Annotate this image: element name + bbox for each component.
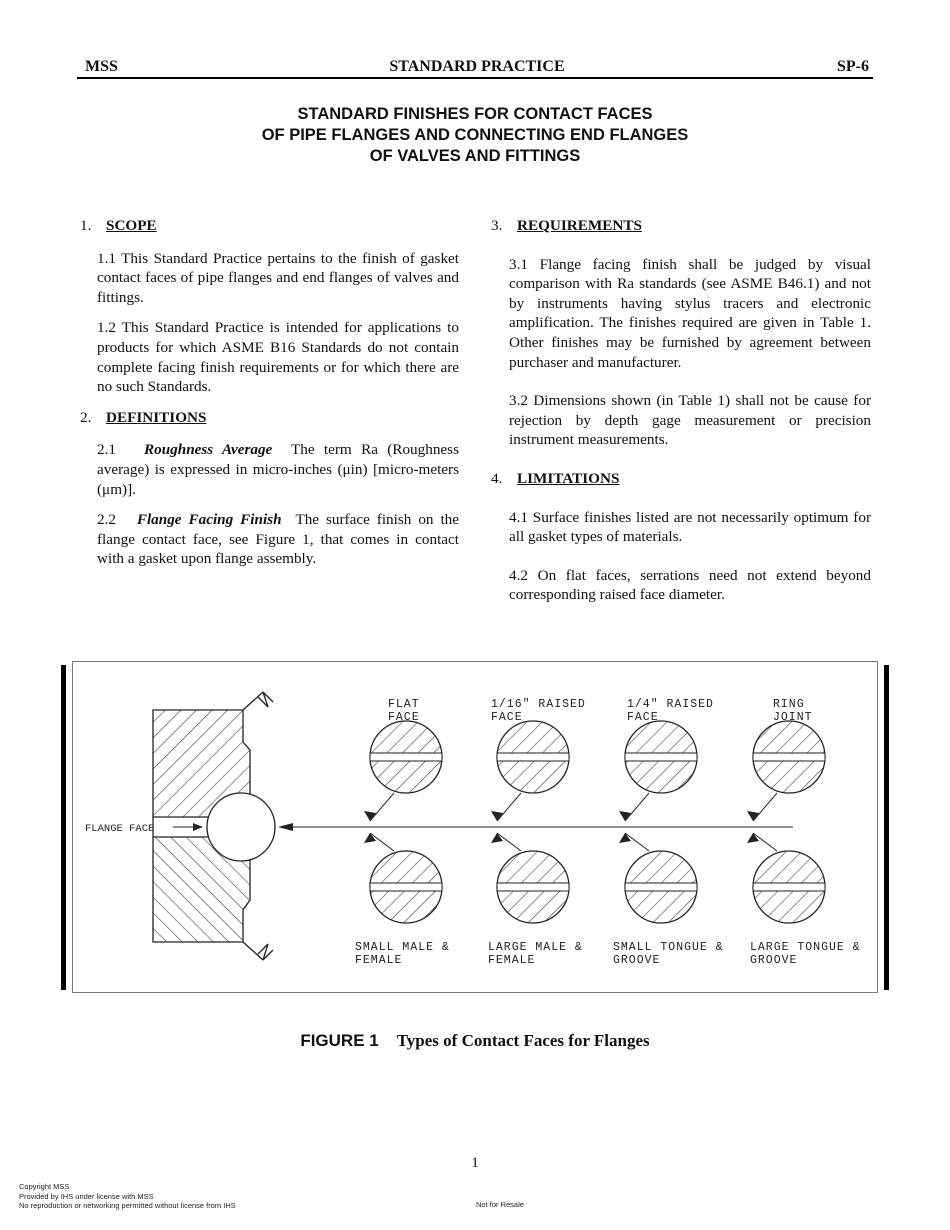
face-gap [753,753,825,761]
footer-line: Copyright MSS [19,1182,70,1191]
section-title: SCOPE [106,217,157,234]
section-heading-requirements [491,216,871,236]
bottom-label-small-male-female: FEMALE [355,954,403,967]
face-gap [625,753,697,761]
section-heading-scope [80,216,459,236]
title-line: OF VALVES AND FITTINGS [369,147,581,165]
detail-leader [753,793,777,821]
paragraph-3-2: 3.2 Dimensions shown (in Table 1) shall not be cause for rejection by depth gage measurement or precision instrument measurements. [509,392,871,449]
top-label-raised-116: 1/16" RAISED [491,698,586,711]
title-line: OF PIPE FLANGES AND CONNECTING END FLANGES [261,126,689,144]
paragraph-4-2: 4.2 On flat faces, serrations need not extend beyond corresponding raised face diameter. [509,566,871,604]
title-line: STANDARD FINISHES FOR CONTACT FACES [297,105,653,123]
figure-right-bar [884,665,889,990]
bottom-label-small-tongue-groove: GROOVE [613,954,661,967]
definition-text: The surface finish on the flange contact face, see Figure 1, that comes in contact with a gasket upon flange assembly. [97,511,460,568]
flange-drawing [153,692,275,960]
detail-leader [625,793,649,821]
detail-arrowhead [491,833,503,843]
detail-leader [497,793,521,821]
document-title [0,104,950,167]
bottom-label-large-tongue-groove: GROOVE [750,954,798,967]
detail-arrowhead [364,833,376,843]
face-gap [497,883,569,891]
face-gap [370,753,442,761]
footer-not-for-resale: Not for Resale [476,1200,524,1209]
header-rule [77,77,873,79]
detail-leader [370,793,394,821]
top-label-raised-14: 1/4" RAISED [627,698,714,711]
bottom-label-small-tongue-groove: SMALL TONGUE & [613,941,724,954]
detail-leader [753,833,777,851]
paragraph-number: 2.2 [97,511,116,529]
section-title: LIMITATIONS [517,469,620,487]
flange-face-label: FLANGE FACE [85,823,155,835]
detail-circles [364,721,825,923]
detail-leader [370,833,394,851]
paragraph-2-2 [97,510,459,569]
footer-copyright [19,1182,236,1211]
paragraph-2-1 [97,440,459,499]
top-label-ring-joint: RING [773,698,805,711]
figure-number: FIGURE 1 [300,1031,379,1050]
top-label-flat-face: FLAT [388,698,420,711]
section-title: REQUIREMENTS [517,217,642,234]
header-org: MSS [85,58,118,75]
paragraph-4-1: 4.1 Surface finishes listed are not necessarily optimum for all gasket types of materials. [509,508,871,546]
section-heading-definitions [80,408,459,428]
top-label-flat-face: FACE [388,711,420,724]
bottom-label-small-male-female: SMALL MALE & [355,941,450,954]
footer-line: No reproduction or networking permitted without license from IHS [19,1201,236,1210]
header-doc-id: SP-6 [837,58,869,75]
left-column [80,216,459,569]
bottom-label-large-tongue-groove: LARGE TONGUE & [750,941,861,954]
figure-1-box [72,661,878,993]
paragraph-3-1: 3.1 Flange facing finish shall be judged by visual comparison with Ra standards (see ASME B46.1) and not by instruments having stylus tracers and electronic amplification. The finishes required are given in Table 1. Other finishes may be furnished by agreement between purchaser and manufacturer. [509,255,871,371]
top-label-ring-joint: JOINT [773,711,813,724]
definition-text: The term Ra (Roughness average) is expressed in micro-inches (μin) [micro-meters (μm)]. [97,441,459,498]
section-title: DEFINITIONS [106,408,207,426]
paragraph-1-2: 1.2 This Standard Practice is intended for applications to products for which ASME B16 Standards do not contain complete facing finish requirements or for which there are no such Standards. [97,319,459,396]
flange-face-arrowhead [193,823,203,831]
section-heading-limitations [491,469,871,489]
section-number: 4. [491,469,503,487]
defined-term: Flange Facing Finish [136,511,282,529]
right-column [491,216,871,605]
detail-leader [625,833,649,851]
top-label-raised-116: FACE [491,711,523,724]
figure-left-bar [61,665,66,990]
figure-caption [0,1031,950,1051]
reference-arrowhead [278,823,293,831]
figure-title: Types of Contact Faces for Flanges [396,1031,650,1050]
footer-line: Provided by IHS under license with MSS [19,1191,154,1201]
face-gap [497,753,569,761]
section-number: 1. [80,217,92,234]
bottom-label-large-male-female: FEMALE [488,954,536,967]
face-gap [370,883,442,891]
face-gap [753,883,825,891]
section-number: 3. [491,217,503,234]
detail-arrowhead [619,833,631,843]
detail-leader [497,833,521,851]
paragraph-number: 2.1 [97,441,116,459]
defined-term: Roughness Average [143,441,273,459]
section-number: 2. [80,408,92,426]
detail-arrowhead [747,833,759,843]
page-number: 1 [471,1155,479,1171]
flange-contact-faces-diagram [73,662,879,994]
paragraph-1-1: 1.1 This Standard Practice pertains to the finish of gasket contact faces of pipe flanges and end flanges of valves and fittings. [97,249,459,306]
top-label-raised-14: FACE [627,711,659,724]
header-center: STANDARD PRACTICE [389,58,565,75]
face-gap [625,883,697,891]
bottom-label-large-male-female: LARGE MALE & [488,941,583,954]
